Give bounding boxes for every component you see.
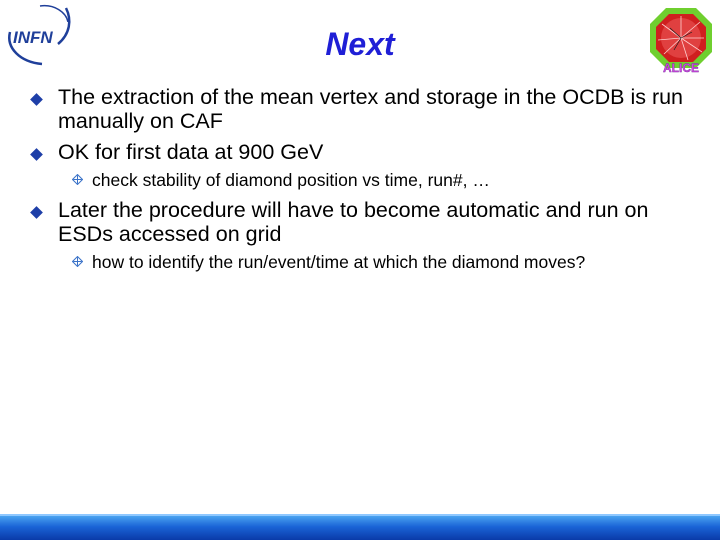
sub-bullet-text: how to identify the run/event/time at which the diamond moves? xyxy=(92,252,586,272)
cross-diamond-bullet-icon xyxy=(72,174,83,185)
sub-bullet-text: check stability of diamond position vs time, run#, … xyxy=(92,170,490,190)
slide-title: Next xyxy=(325,26,395,62)
alice-logo-text: ALICE xyxy=(663,61,699,74)
cross-diamond-bullet-icon xyxy=(72,256,83,267)
infn-logo-text: INFN xyxy=(13,28,53,47)
bullet-text: Later the procedure will have to become automatic and run on ESDs accessed on grid xyxy=(58,198,649,246)
diamond-bullet-icon xyxy=(30,93,43,106)
bullet-text: OK for first data at 900 GeV xyxy=(58,140,324,164)
bullet-text: The extraction of the mean vertex and storage in the OCDB is run manually on CAF xyxy=(58,85,684,133)
diamond-bullet-icon xyxy=(30,206,43,219)
alice-logo xyxy=(644,2,718,74)
footer-bar xyxy=(0,516,720,540)
diamond-bullet-icon xyxy=(30,148,43,161)
